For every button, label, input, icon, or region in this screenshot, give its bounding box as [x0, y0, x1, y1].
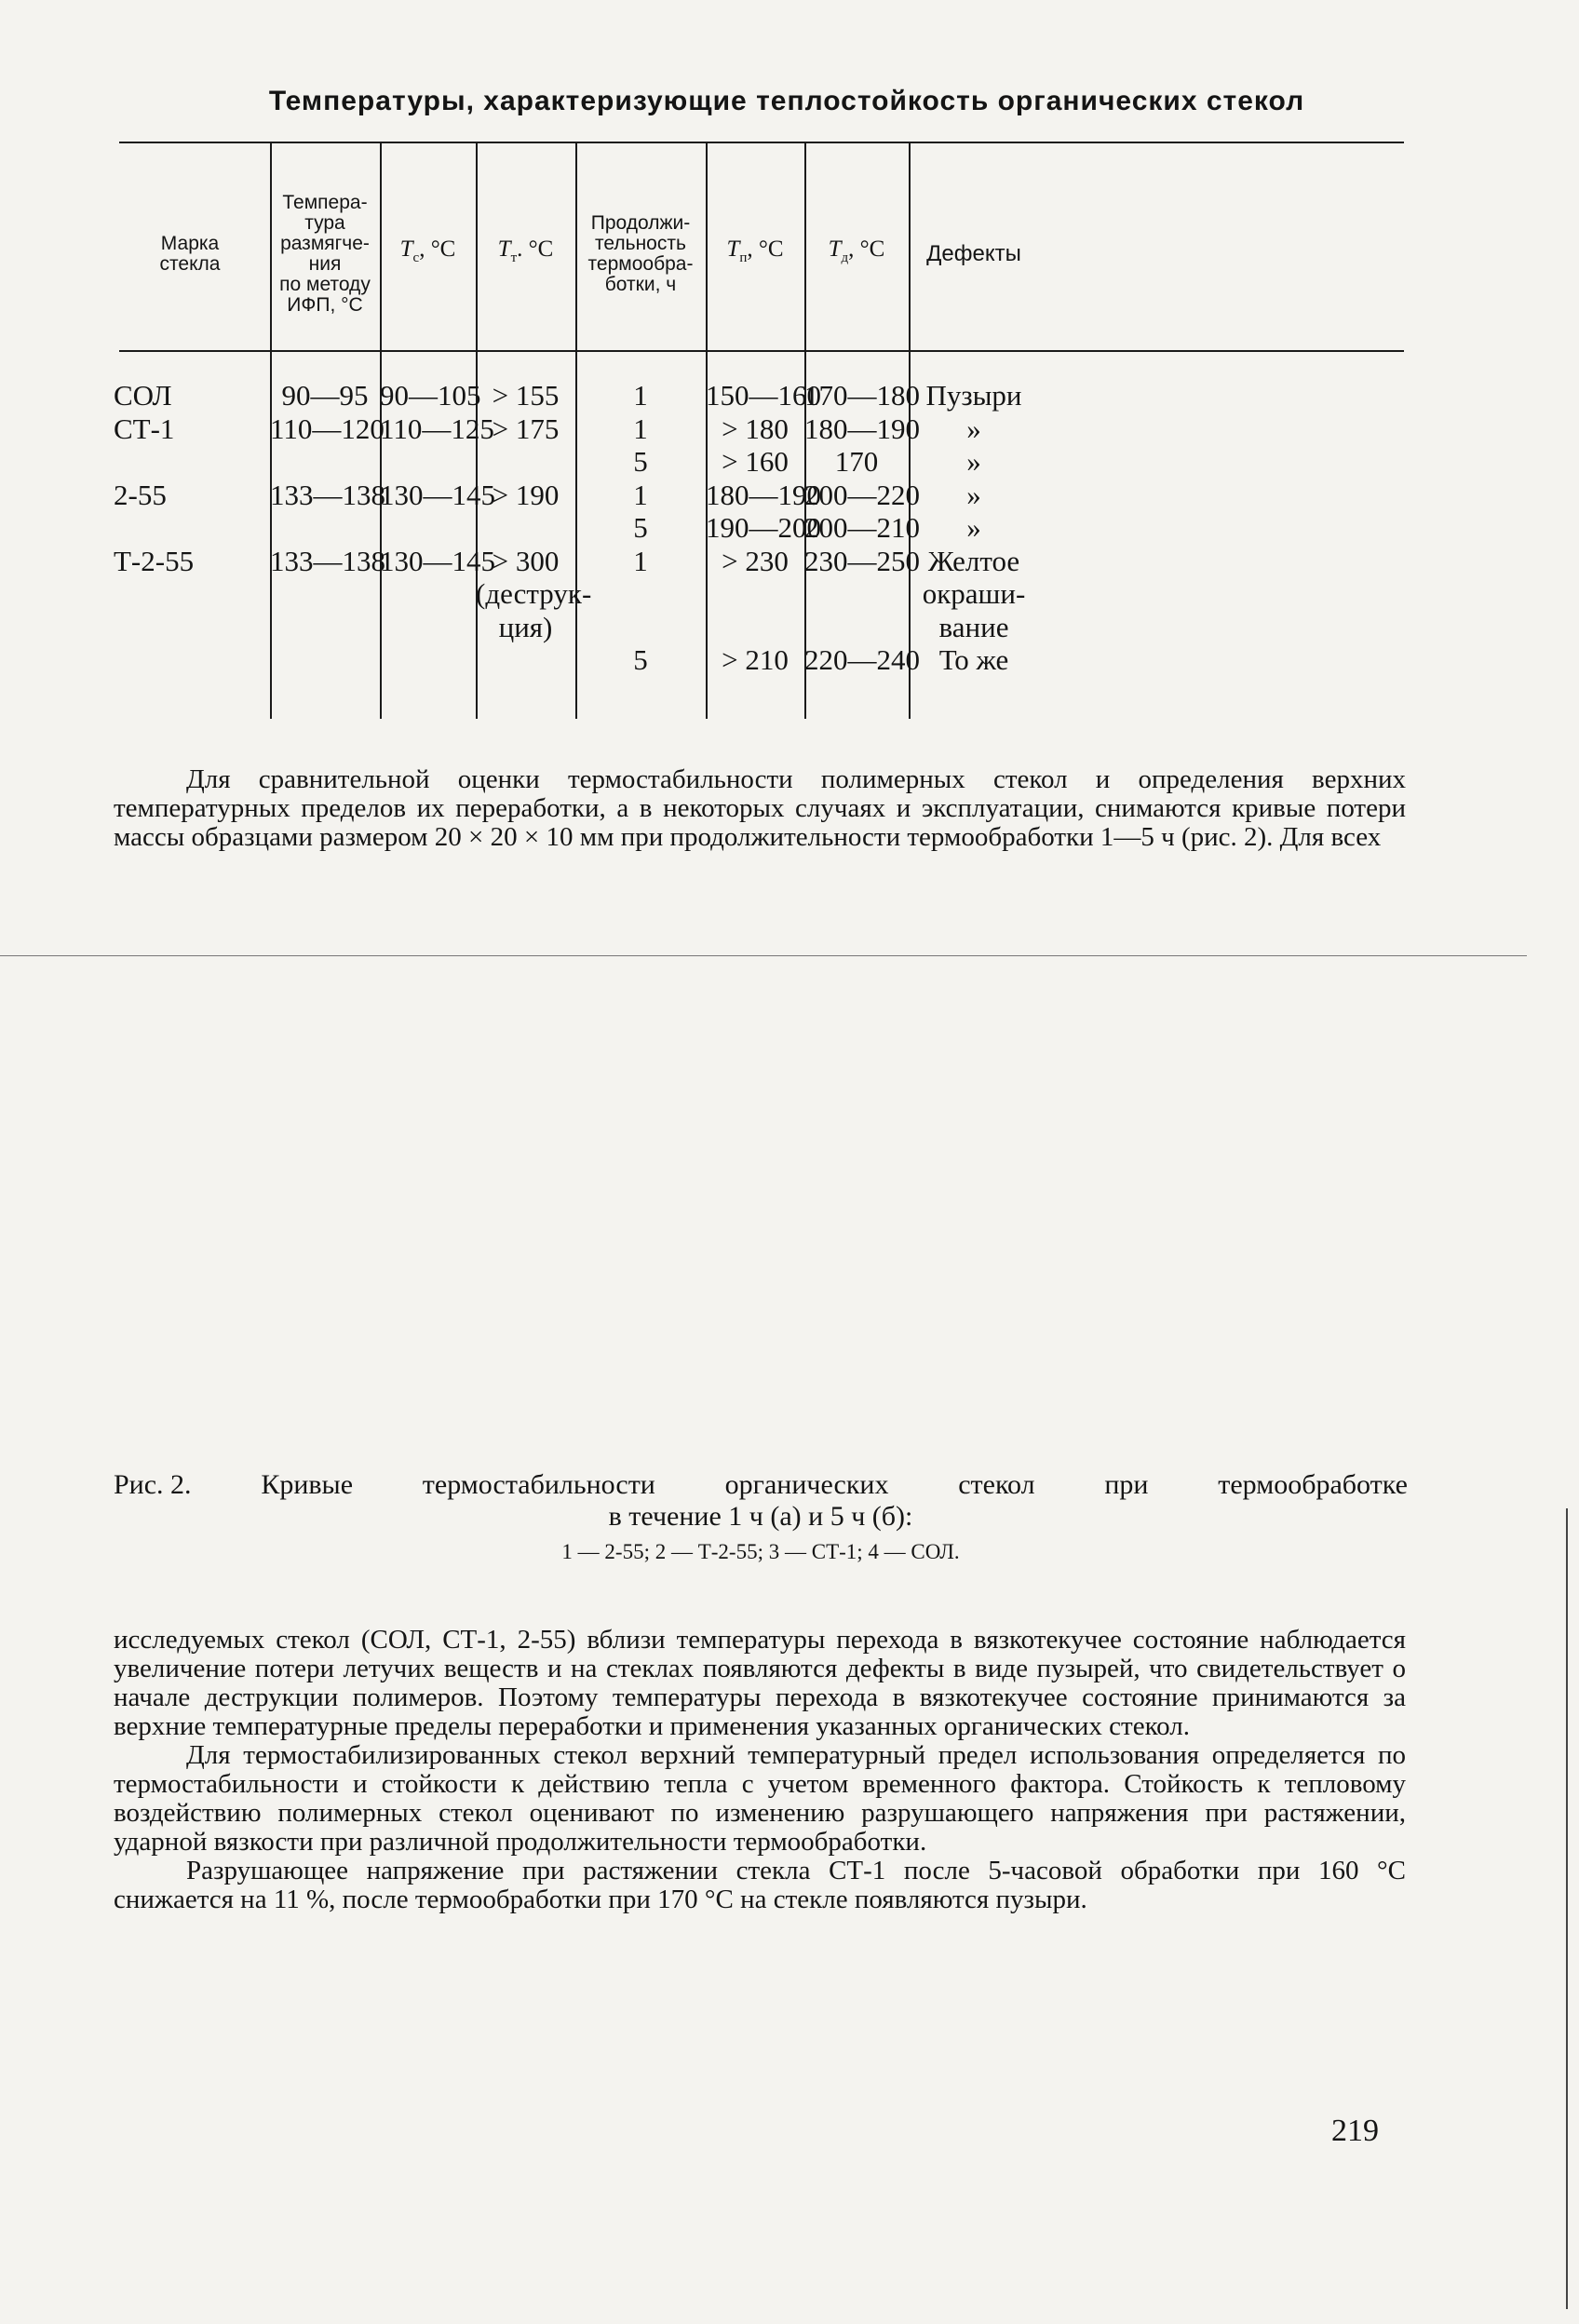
- cell: 1: [633, 478, 648, 511]
- table-title: Температуры, характеризующие теплостойкость органических стекол: [268, 86, 1305, 116]
- cell: > 155: [492, 379, 560, 412]
- cell: 230—250: [804, 544, 920, 577]
- cell: 90—95: [281, 379, 369, 412]
- figure-2: [0, 950, 1579, 1490]
- caption-legend: 1 — 2-55; 2 — Т-2-55; 3 — СТ-1; 4 — СОЛ.: [561, 1540, 960, 1563]
- cell: Т-2-55: [114, 544, 195, 577]
- paragraph: Разрушающее напряжение при растяжении стекла СТ-1 после 5-часовой обработки при 160 °С снижается на 11 %, после термообработки при 170 °С на стекле появляются пузыри.: [114, 1856, 1406, 1914]
- cell: 200—210: [804, 511, 920, 544]
- cell: »: [966, 445, 981, 478]
- figure-caption: [114, 1469, 1408, 1568]
- cell: [804, 577, 909, 611]
- header-duration: [575, 158, 706, 349]
- column-duration: [575, 379, 706, 677]
- cell: [575, 611, 706, 644]
- cell: окраши-: [922, 577, 1026, 610]
- cell: > 160: [722, 445, 789, 478]
- paragraph-intro: [114, 765, 1406, 852]
- cell: вание: [938, 610, 1009, 643]
- header-duration-text: Продолжи- тельность термообра- ботки, ч: [587, 211, 694, 295]
- cell: ция): [498, 610, 553, 643]
- cell: [575, 577, 706, 611]
- cell: 190—200: [706, 511, 821, 544]
- cell: > 175: [492, 412, 560, 445]
- cell: [706, 611, 804, 644]
- cell: 1: [633, 412, 648, 445]
- column-td: [804, 379, 920, 677]
- cell: Пузыри: [925, 379, 1022, 412]
- header-td: $T_д$, °С: [828, 236, 885, 265]
- header-tc: $T_с$, °С: [399, 236, 456, 265]
- temperature-table: [110, 142, 1404, 719]
- cell: 5: [633, 445, 648, 478]
- cell: 133—138: [270, 478, 385, 511]
- cell: [270, 511, 380, 545]
- cell: 150—160: [706, 379, 821, 412]
- paragraph: Для термостабилизированных стекол верхний температурный предел использования определяется по термостабильности и стойкости к действию тепла с учетом временного фактора. Стойкость к тепловому воздействию полимерных стекол оценивают по изменению разрушающего напряжения при растяжении, ударной вязкости при различной продолжительности термообработки.: [114, 1740, 1406, 1857]
- cell: [476, 445, 575, 479]
- cell: 170—180: [804, 379, 920, 412]
- header-tp: $T_п$, °С: [726, 236, 784, 265]
- header-softening-text: Темпера- тура размягче- ния по методу ИФП, °С: [279, 191, 371, 316]
- header-brand: [110, 158, 270, 349]
- cell: 90—105: [380, 379, 481, 412]
- cell: 1: [633, 544, 648, 577]
- cell: СТ-1: [114, 412, 175, 445]
- cell: 200—220: [804, 478, 920, 511]
- cell: СОЛ: [114, 379, 172, 412]
- cell: »: [966, 412, 981, 445]
- cell: 130—145: [380, 478, 495, 511]
- cell: 220—240: [804, 643, 920, 676]
- cell: 1: [633, 379, 648, 412]
- table-top-rule: [119, 142, 1404, 143]
- header-defects: Дефекты: [926, 240, 1021, 266]
- cell: > 180: [722, 412, 789, 445]
- cell: [706, 577, 804, 611]
- header-tt: $T_т$. °С: [497, 236, 554, 265]
- cell: [804, 611, 909, 644]
- cell: 110—125: [380, 412, 494, 445]
- cell: [380, 511, 476, 545]
- cell: Желтое: [927, 544, 1020, 577]
- cell: > 190: [492, 478, 560, 511]
- cell: То же: [938, 643, 1009, 676]
- header-brand-text: Марка стекла: [159, 232, 221, 275]
- column-softening: [270, 379, 385, 577]
- cell: 110—120: [270, 412, 385, 445]
- header-softening: [270, 158, 380, 349]
- column-defects: [909, 379, 1039, 677]
- cell: [114, 511, 268, 545]
- cell: 180—190: [804, 412, 920, 445]
- cell: [270, 445, 380, 479]
- column-tp: [706, 379, 821, 677]
- column-tt: [476, 379, 592, 643]
- cell: > 230: [722, 544, 789, 577]
- cell: »: [966, 478, 981, 511]
- paragraph: исследуемых стекол (СОЛ, СТ-1, 2-55) вблизи температуры перехода в вязкотекучее состояние наблюдается увеличение потери летучих веществ и на стеклах появляются дефекты в виде пузырей, что свидетельствует о начале деструкции полимеров. Поэтому температуры перехода в вязкотекучее состояние принимаются за верхние температурные пределы переработки и применения указанных органических стекол.: [114, 1625, 1406, 1741]
- cell: (деструк-: [476, 577, 592, 610]
- page-number: 219: [1331, 2114, 1379, 2148]
- cell: 133—138: [270, 544, 385, 577]
- column-brand: [114, 379, 268, 577]
- cell: 170: [834, 445, 879, 478]
- cell: 130—145: [380, 544, 495, 577]
- cell: > 300: [492, 544, 560, 577]
- cell: 5: [633, 511, 648, 544]
- cell: [380, 445, 476, 479]
- cell: 5: [633, 643, 648, 676]
- table-header-rule: [119, 350, 1404, 352]
- cell: [476, 511, 575, 545]
- column-tc: [380, 379, 495, 577]
- body-text: [114, 1626, 1406, 1914]
- caption-line-1: Рис. 2. Кривые термостабильности органических стекол при термообработке: [114, 1469, 1408, 1500]
- page-edge-line: [1566, 1508, 1568, 2309]
- cell: 180—190: [706, 478, 821, 511]
- cell: > 210: [722, 643, 789, 676]
- cell: »: [966, 511, 981, 544]
- cell: 2-55: [114, 478, 167, 511]
- caption-line-2: в течение 1 ч (а) и 5 ч (б):: [608, 1501, 913, 1532]
- cell: [114, 445, 268, 479]
- paragraph-text: Для сравнительной оценки термостабильности полимерных стекол и определения верхних температурных пределов их переработки, а в некоторых случаях и эксплуатации, снимаются кривые потери массы образцами размером 20 × 20 × 10 мм при продолжительности термообработки 1—5 ч (рис. 2). Для всех: [114, 764, 1406, 852]
